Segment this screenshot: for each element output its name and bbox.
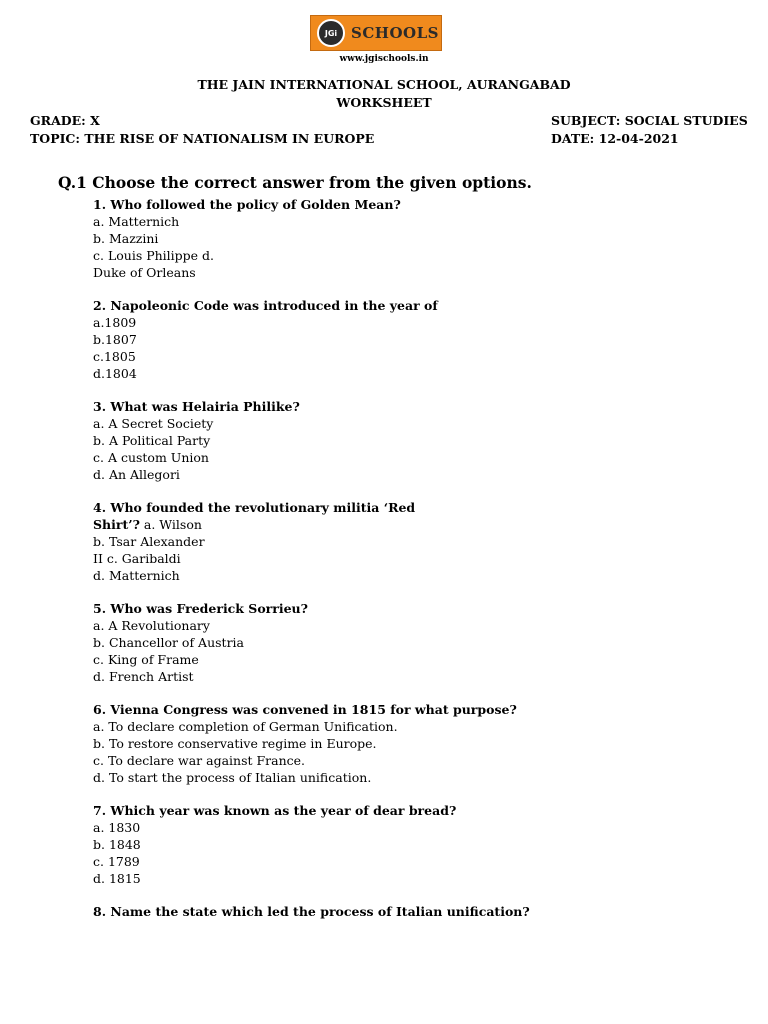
date-label: DATE: 12-04-2021 — [551, 131, 679, 146]
question-6 — [93, 701, 733, 786]
option: a. 1830 — [93, 820, 141, 835]
option: b. 1848 — [93, 837, 141, 852]
question-text-continued — [93, 516, 733, 533]
question-7 — [93, 802, 733, 887]
option: c. To declare war against France. — [93, 753, 305, 768]
logo-text: SCHOOLS — [351, 24, 439, 42]
question-2 — [93, 297, 733, 382]
section-heading: Q.1 Choose the correct answer from the given options. — [58, 173, 532, 192]
school-name: THE JAIN INTERNATIONAL SCHOOL, AURANGABAD — [197, 77, 571, 92]
question-text: 1. Who followed the policy of Golden Mean? — [93, 197, 401, 212]
option: c. 1789 — [93, 854, 140, 869]
option: b.1807 — [93, 332, 137, 347]
option: c. A custom Union — [93, 450, 209, 465]
question-5 — [93, 600, 733, 685]
option: d. Matternich — [93, 568, 180, 583]
option: a. Wilson — [139, 517, 202, 532]
option: c. King of Frame — [93, 652, 199, 667]
option: d. An Allegori — [93, 467, 180, 482]
option: b. A Political Party — [93, 433, 211, 448]
question-text: 8. Name the state which led the process of Italian unification? — [93, 904, 530, 919]
question-text: 7. Which year was known as the year of dear bread? — [93, 803, 457, 818]
option: a. To declare completion of German Unification. — [93, 719, 398, 734]
document-type: WORKSHEET — [336, 95, 432, 110]
question-8 — [93, 903, 733, 920]
question-text: 5. Who was Frederick Sorrieu? — [93, 601, 308, 616]
question-list — [93, 196, 733, 936]
question-text-line2: Shirt’? — [93, 517, 140, 532]
option: d. To start the process of Italian unification. — [93, 770, 372, 785]
option: a. A Secret Society — [93, 416, 214, 431]
question-text: 4. Who founded the revolutionary militia ‘Red — [93, 500, 416, 515]
option: b. Tsar Alexander — [93, 534, 205, 549]
question-text: 3. What was Helairia Philike? — [93, 399, 300, 414]
question-text: 6. Vienna Congress was convened in 1815 for what purpose? — [93, 702, 517, 717]
option: d. French Artist — [93, 669, 194, 684]
question-4 — [93, 499, 733, 584]
option: a. Matternich — [93, 214, 180, 229]
option: c. Louis Philippe d. — [93, 248, 215, 263]
option: b. Mazzini — [93, 231, 159, 246]
question-text: 2. Napoleonic Code was introduced in the year of — [93, 298, 438, 313]
option: b. Chancellor of Austria — [93, 635, 245, 650]
option: a. A Revolutionary — [93, 618, 210, 633]
subject-label: SUBJECT: SOCIAL STUDIES — [551, 113, 748, 128]
logo-badge: JGi — [317, 19, 345, 47]
question-3 — [93, 398, 733, 483]
option: Duke of Orleans — [93, 265, 196, 280]
question-1 — [93, 196, 733, 281]
school-logo — [310, 15, 442, 51]
grade-label: GRADE: X — [30, 113, 100, 128]
option: d.1804 — [93, 366, 137, 381]
option: d. 1815 — [93, 871, 141, 886]
topic-label: TOPIC: THE RISE OF NATIONALISM IN EUROPE — [30, 131, 375, 146]
option: II c. Garibaldi — [93, 551, 181, 566]
option: a.1809 — [93, 315, 137, 330]
website-url: www.jgischools.in — [339, 54, 429, 64]
option: b. To restore conservative regime in Europe. — [93, 736, 377, 751]
option: c.1805 — [93, 349, 136, 364]
